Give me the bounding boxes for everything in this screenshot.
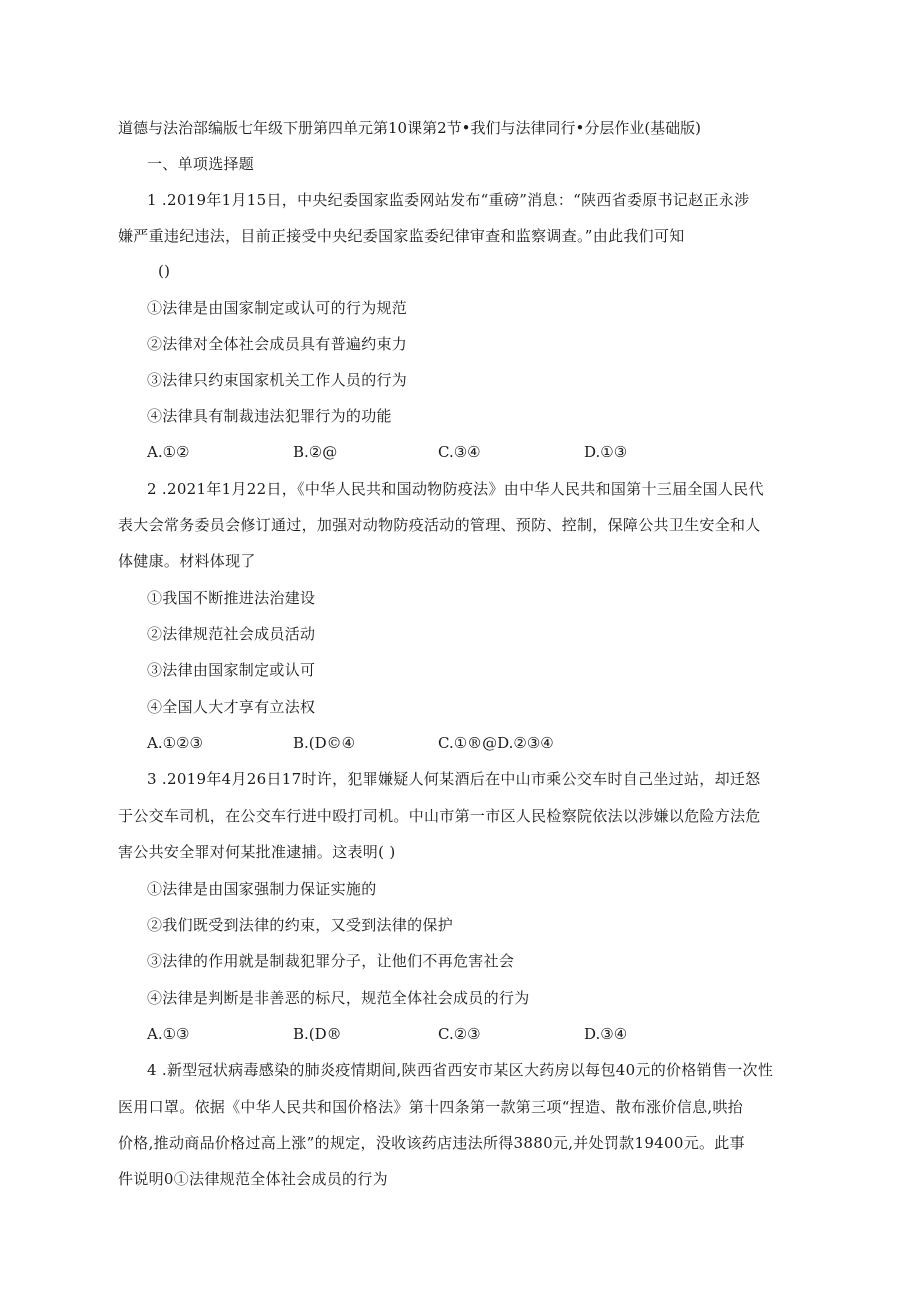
question-4-line-2: 医用口罩。依据《中华人民共和国价格法》第十四条第一款第三项“捏造、散布涨价信息,哄抬 <box>118 1098 744 1116</box>
question-1-answer-blank: () <box>158 262 171 280</box>
question-1-line-2: 嫌严重违纪违法，目前正接受中央纪委国家监委纪律审查和监察调查。”由此我们可知 <box>118 227 685 245</box>
question-1-option-d: D.①③ <box>584 443 628 461</box>
question-2-item-2: ②法律规范社会成员活动 <box>147 625 316 643</box>
question-1-line-1: 1 .2019年1月15日，中央纪委国家监委网站发布“重磅”消息：“陕西省委原书记赵正永涉 <box>147 191 750 209</box>
section-heading: 一、单项选择题 <box>147 155 255 173</box>
question-2-line-1: 2 .2021年1月22日，《中华人民共和国动物防疫法》由中华人民共和国第十三届全国人民代 <box>147 480 764 498</box>
question-4-line-4: 件说明0①法律规范全体社会成员的行为 <box>118 1170 388 1188</box>
question-1-item-4: ④法律具有制裁违法犯罪行为的功能 <box>147 407 392 425</box>
question-2-option-a: A.①②③ <box>147 734 203 752</box>
question-1-option-b: B.②@ <box>293 443 338 461</box>
question-2-option-b: B.(D©④ <box>293 734 356 752</box>
question-3-option-b: B.(D® <box>293 1025 342 1043</box>
question-2-line-3: 体健康。材料体现了 <box>118 552 256 570</box>
question-2-option-c-d: C.①®@D.②③④ <box>438 734 554 752</box>
question-1-option-c: C.③④ <box>438 443 481 461</box>
question-2-item-3: ③法律由国家制定或认可 <box>147 661 316 679</box>
question-1-item-3: ③法律只约束国家机关工作人员的行为 <box>147 371 408 389</box>
question-3-item-4: ④法律是判断是非善恶的标尺，规范全体社会成员的行为 <box>147 989 530 1007</box>
question-1-item-1: ①法律是由国家制定或认可的行为规范 <box>147 299 408 317</box>
question-3-item-3: ③法律的作用就是制裁犯罪分子，让他们不再危害社会 <box>147 952 515 970</box>
question-4-line-1: 4 .新型冠状病毒感染的肺炎疫情期间,陕西省西安市某区大药房以每包40元的价格销售一次性 <box>147 1061 774 1079</box>
document-title: 道德与法治部编版七年级下册第四单元第10课第2节•我们与法律同行•分层作业(基础版) <box>118 119 702 137</box>
question-3-option-a: A.①③ <box>147 1025 190 1043</box>
question-3-option-d: D.③④ <box>584 1025 628 1043</box>
question-4-line-3: 价格,推动商品价格过高上涨”的规定，没收该药店违法所得3880元,并处罚款19400元。此事 <box>118 1134 745 1152</box>
question-3-item-1: ①法律是由国家强制力保证实施的 <box>147 880 377 898</box>
question-3-line-2: 于公交车司机，在公交车行进中殴打司机。中山市第一市区人民检察院依法以涉嫌以危险方法危 <box>118 807 761 825</box>
question-1-option-a: A.①② <box>147 443 190 461</box>
question-2-item-1: ①我国不断推进法治建设 <box>147 589 316 607</box>
question-3-option-c: C.②③ <box>438 1025 481 1043</box>
question-1-item-2: ②法律对全体社会成员具有普遍约束力 <box>147 335 408 353</box>
question-2-item-4: ④全国人大才享有立法权 <box>147 698 316 716</box>
question-3-line-3: 害公共安全罪对何某批准逮捕。这表明( ) <box>118 843 396 861</box>
question-3-line-1: 3 .2019年4月26日17时许，犯罪嫌疑人何某酒后在中山市乘公交车时自己坐过站，却迁怒 <box>147 770 761 788</box>
question-3-item-2: ②我们既受到法律的约束，又受到法律的保护 <box>147 916 454 934</box>
question-2-line-2: 表大会常务委员会修订通过，加强对动物防疫活动的管理、预防、控制，保障公共卫生安全和人 <box>118 516 761 534</box>
